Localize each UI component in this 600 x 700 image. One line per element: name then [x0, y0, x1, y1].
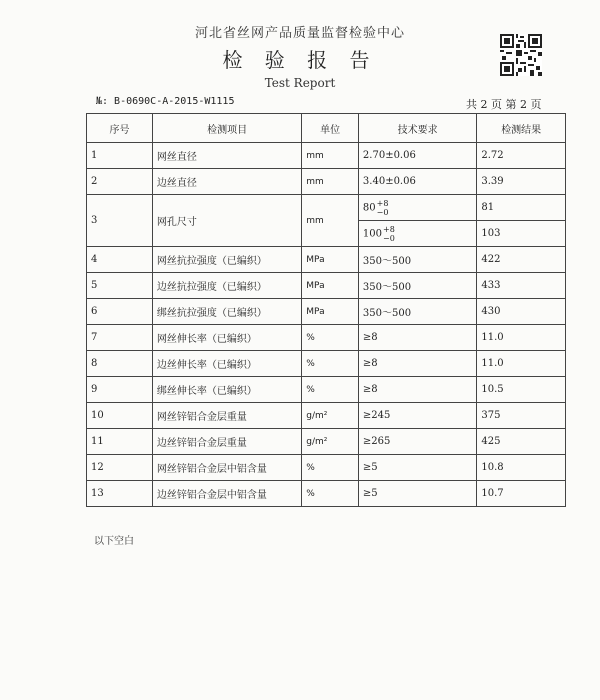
row-item: 边丝直径 [152, 169, 301, 195]
col-header-no: 序号 [87, 114, 153, 143]
tolerance-minus: −0 [376, 207, 389, 217]
row-req: 2.70±0.06 [358, 143, 476, 169]
row-result: 81 [477, 195, 566, 221]
tolerance [383, 225, 395, 243]
row-result: 11.0 [477, 325, 566, 351]
row-item: 绑丝抗拉强度（已编织） [152, 299, 301, 325]
end-of-table-note: 以下空白 [94, 536, 134, 547]
row-req: ≥8 [358, 377, 476, 403]
row-item: 边丝抗拉强度（已编织） [152, 273, 301, 299]
row-result: 425 [477, 429, 566, 455]
row-item: 网丝伸长率（已编织） [152, 325, 301, 351]
row-result: 375 [477, 403, 566, 429]
row-no: 7 [87, 325, 153, 351]
row-result: 103 [477, 221, 566, 247]
row-result: 10.7 [477, 481, 566, 507]
table-row [87, 325, 566, 351]
row-req: 350～500 [358, 273, 476, 299]
table-header-row [87, 114, 566, 143]
row-result: 430 [477, 299, 566, 325]
row-no: 9 [87, 377, 153, 403]
row-no: 11 [87, 429, 153, 455]
table-row [87, 143, 566, 169]
table-row [87, 247, 566, 273]
org-name: 河北省丝网产品质量监督检验中心 [194, 26, 405, 41]
row-no: 8 [87, 351, 153, 377]
row-no: 6 [87, 299, 153, 325]
row-no: 12 [87, 455, 153, 481]
row-unit: % [302, 377, 359, 403]
row-req: 350～500 [358, 247, 476, 273]
table-row [87, 455, 566, 481]
report-subtitle: Test Report [264, 76, 336, 90]
row-result: 433 [477, 273, 566, 299]
row-req: ≥245 [358, 403, 476, 429]
row-item: 网丝抗拉强度（已编织） [152, 247, 301, 273]
row-item: 边丝伸长率（已编织） [152, 351, 301, 377]
row-unit: g/m² [302, 429, 359, 455]
row-unit: MPa [302, 273, 359, 299]
row-req: ≥8 [358, 351, 476, 377]
row-unit: mm [302, 195, 359, 247]
row-unit: % [302, 325, 359, 351]
row-unit: g/m² [302, 403, 359, 429]
row-req-tolerance [358, 195, 476, 221]
results-table [86, 113, 566, 507]
row-item: 网丝锌铝合金层重量 [152, 403, 301, 429]
report-title: 检 验 报 告 [222, 48, 378, 72]
col-header-item: 检测项目 [152, 114, 301, 143]
row-result: 11.0 [477, 351, 566, 377]
req-base-value: 100 [362, 228, 383, 239]
row-no: 4 [87, 247, 153, 273]
row-no: 2 [87, 169, 153, 195]
table-row [87, 195, 566, 221]
tolerance-minus: −0 [383, 233, 395, 243]
row-item: 网丝锌铝合金层中铝含量 [152, 455, 301, 481]
tolerance-plus: +8 [376, 198, 389, 208]
table-row [87, 377, 566, 403]
qr-code-icon [500, 34, 542, 76]
page-indicator: 共 2 页 第 2 页 [466, 98, 542, 111]
row-unit: % [302, 455, 359, 481]
row-result: 3.39 [477, 169, 566, 195]
row-item: 网孔尺寸 [152, 195, 301, 247]
req-base-value: 80 [362, 202, 376, 213]
row-req: ≥265 [358, 429, 476, 455]
row-no: 1 [87, 143, 153, 169]
table-row [87, 351, 566, 377]
row-item: 边丝锌铝合金层中铝含量 [152, 481, 301, 507]
table-row [87, 273, 566, 299]
row-item: 绑丝伸长率（已编织） [152, 377, 301, 403]
tolerance [377, 199, 389, 217]
row-result: 10.8 [477, 455, 566, 481]
col-header-result: 检测结果 [477, 114, 566, 143]
row-item: 网丝直径 [152, 143, 301, 169]
table-row [87, 403, 566, 429]
row-result: 2.72 [477, 143, 566, 169]
row-no: 5 [87, 273, 153, 299]
row-no: 10 [87, 403, 153, 429]
row-req: 350～500 [358, 299, 476, 325]
row-unit: mm [302, 169, 359, 195]
row-req: ≥5 [358, 481, 476, 507]
col-header-unit: 单位 [302, 114, 359, 143]
row-unit: mm [302, 143, 359, 169]
row-unit: MPa [302, 247, 359, 273]
row-req: 3.40±0.06 [358, 169, 476, 195]
table-row [87, 481, 566, 507]
row-unit: % [302, 351, 359, 377]
row-req: ≥8 [358, 325, 476, 351]
row-no: 3 [87, 195, 153, 247]
row-unit: % [302, 481, 359, 507]
table-row [87, 169, 566, 195]
row-result: 10.5 [477, 377, 566, 403]
row-item: 边丝锌铝合金层重量 [152, 429, 301, 455]
tolerance-plus: +8 [383, 224, 395, 234]
row-unit: MPa [302, 299, 359, 325]
table-row [87, 299, 566, 325]
row-req-tolerance [358, 221, 476, 247]
report-number: №: B-0690C-A-2015-W1115 [96, 96, 235, 107]
table-row [87, 429, 566, 455]
row-req: ≥5 [358, 455, 476, 481]
row-result: 422 [477, 247, 566, 273]
row-no: 13 [87, 481, 153, 507]
col-header-req: 技术要求 [358, 114, 476, 143]
